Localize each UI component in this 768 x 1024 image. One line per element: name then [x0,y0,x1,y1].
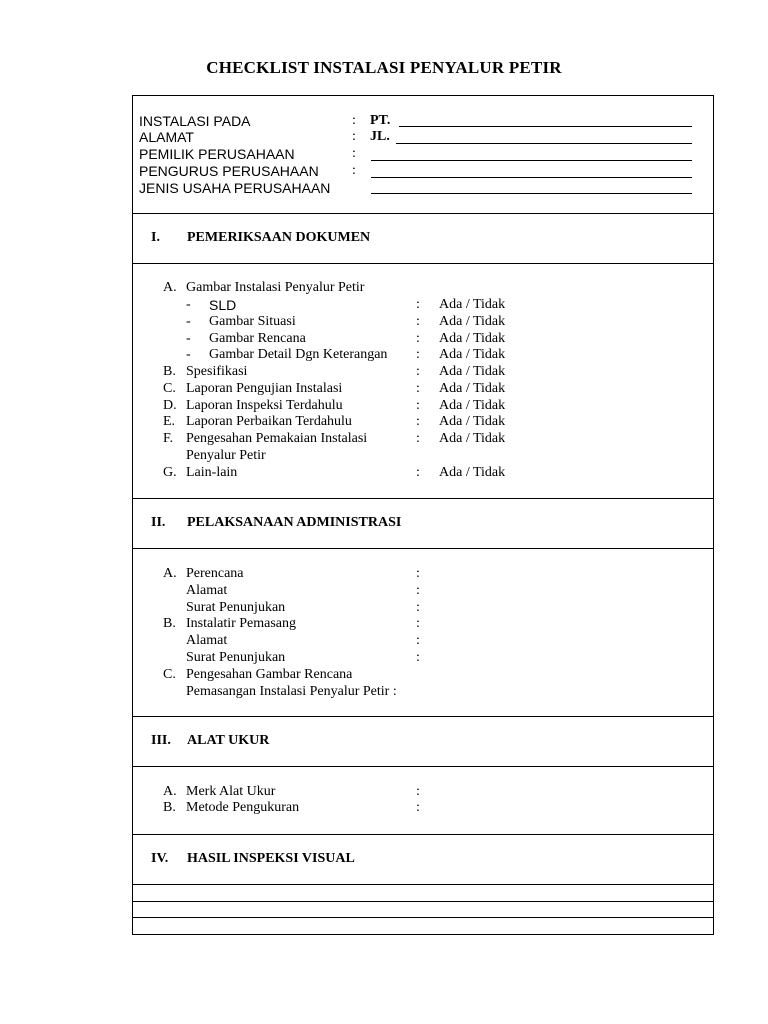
fill-line-pengurus[interactable] [371,177,692,178]
item-text: SLD [209,297,237,313]
header-label-jenis-usaha: JENIS USAHA PERUSAHAAN [139,180,331,196]
divider [133,548,713,549]
item-colon: : [416,364,420,379]
fill-line-jenis-usaha[interactable] [371,193,692,194]
item-colon: : [416,583,420,598]
item-text: Lain-lain [186,465,238,480]
item-text: Metode Pengukuran [186,800,300,815]
divider [133,917,713,918]
divider [133,834,713,835]
fill-line-pemilik[interactable] [371,160,692,161]
item-text: Laporan Inspeksi Terdahulu [186,398,343,413]
item-colon: : [416,600,420,615]
item-letter: B. [163,800,176,815]
divider [133,884,713,885]
document-title: CHECKLIST INSTALASI PENYALUR PETIR [206,58,562,77]
item-colon: : [416,566,420,581]
item-colon: : [416,398,420,413]
item-colon: : [416,331,420,346]
item-letter: C. [163,667,176,682]
divider [133,498,713,499]
ada-tidak-option[interactable]: Ada / Tidak [439,414,506,429]
item-dash: - [186,314,191,329]
item-colon: : [416,465,420,480]
item-letter: F. [163,431,174,446]
item-colon: : [416,431,420,446]
item-colon: : [416,347,420,362]
section-number: III. [151,733,171,748]
header-colon: : [352,163,356,178]
header-label-pengurus: PENGURUS PERUSAHAAN [139,163,319,179]
item-text: Merk Alat Ukur [186,784,276,799]
ada-tidak-option[interactable]: Ada / Tidak [439,347,506,362]
header-label-pemilik: PEMILIK PERUSAHAAN [139,146,295,162]
item-colon: : [416,650,420,665]
ada-tidak-option[interactable]: Ada / Tidak [439,381,506,396]
ada-tidak-option[interactable]: Ada / Tidak [439,314,506,329]
item-text: Laporan Pengujian Instalasi [186,381,343,396]
divider [133,716,713,717]
item-text: Gambar Situasi [209,314,296,329]
item-text: Perencana [186,566,244,581]
item-letter: C. [163,381,176,396]
header-label-alamat: ALAMAT [139,129,194,145]
item-colon: : [416,784,420,799]
ada-tidak-option[interactable]: Ada / Tidak [439,364,506,379]
fill-line-alamat[interactable] [396,143,692,144]
item-text: Alamat [186,583,228,598]
item-colon: : [416,616,420,631]
item-letter: A. [163,784,177,799]
divider [133,213,713,214]
fill-line-instalasi[interactable] [399,126,692,127]
item-dash: - [186,297,191,312]
item-letter: G. [163,465,177,480]
section-title-hasil-inspeksi-visual: HASIL INSPEKSI VISUAL [187,851,355,866]
item-colon: : [416,414,420,429]
item-text: Pemasangan Instalasi Penyalur Petir : [186,684,397,699]
section-number: I. [151,230,160,245]
header-colon: : [352,129,356,144]
item-colon: : [416,633,420,648]
ada-tidak-option[interactable]: Ada / Tidak [439,297,506,312]
item-letter: B. [163,364,176,379]
ada-tidak-option[interactable]: Ada / Tidak [439,398,506,413]
section-title-pelaksanaan-administrasi: PELAKSANAAN ADMINISTRASI [187,515,402,530]
item-text: Penyalur Petir [186,448,266,463]
item-text: Gambar Rencana [209,331,306,346]
item-letter: E. [163,414,176,429]
header-colon: : [352,146,356,161]
item-text: Gambar Instalasi Penyalur Petir [186,280,365,295]
divider [133,263,713,264]
header-label-instalasi: INSTALASI PADA [139,113,251,129]
item-text: Surat Penunjukan [186,650,286,665]
item-dash: - [186,347,191,362]
item-text: Pengesahan Gambar Rencana [186,667,353,682]
section-number: II. [151,515,166,530]
ada-tidak-option[interactable]: Ada / Tidak [439,465,506,480]
item-colon: : [416,297,420,312]
item-colon: : [416,314,420,329]
ada-tidak-option[interactable]: Ada / Tidak [439,431,506,446]
header-colon: : [352,113,356,128]
item-text: Instalatir Pemasang [186,616,297,631]
section-title-alat-ukur: ALAT UKUR [187,733,270,748]
item-colon: : [416,800,420,815]
ada-tidak-option[interactable]: Ada / Tidak [439,331,506,346]
item-letter: A. [163,566,177,581]
header-prefix-pt: PT. [370,113,391,128]
item-colon: : [416,381,420,396]
section-title-pemeriksaan-dokumen: PEMERIKSAAN DOKUMEN [187,230,371,245]
item-text: Gambar Detail Dgn Keterangan [209,347,388,362]
item-letter: D. [163,398,177,413]
item-letter: A. [163,280,177,295]
divider [133,901,713,902]
item-text: Alamat [186,633,228,648]
item-text: Surat Penunjukan [186,600,286,615]
header-prefix-jl: JL. [370,129,390,144]
item-text: Pengesahan Pemakaian Instalasi [186,431,368,446]
divider [133,766,713,767]
section-number: IV. [151,851,169,866]
item-letter: B. [163,616,176,631]
item-text: Spesifikasi [186,364,248,379]
item-text: Laporan Perbaikan Terdahulu [186,414,352,429]
item-dash: - [186,331,191,346]
